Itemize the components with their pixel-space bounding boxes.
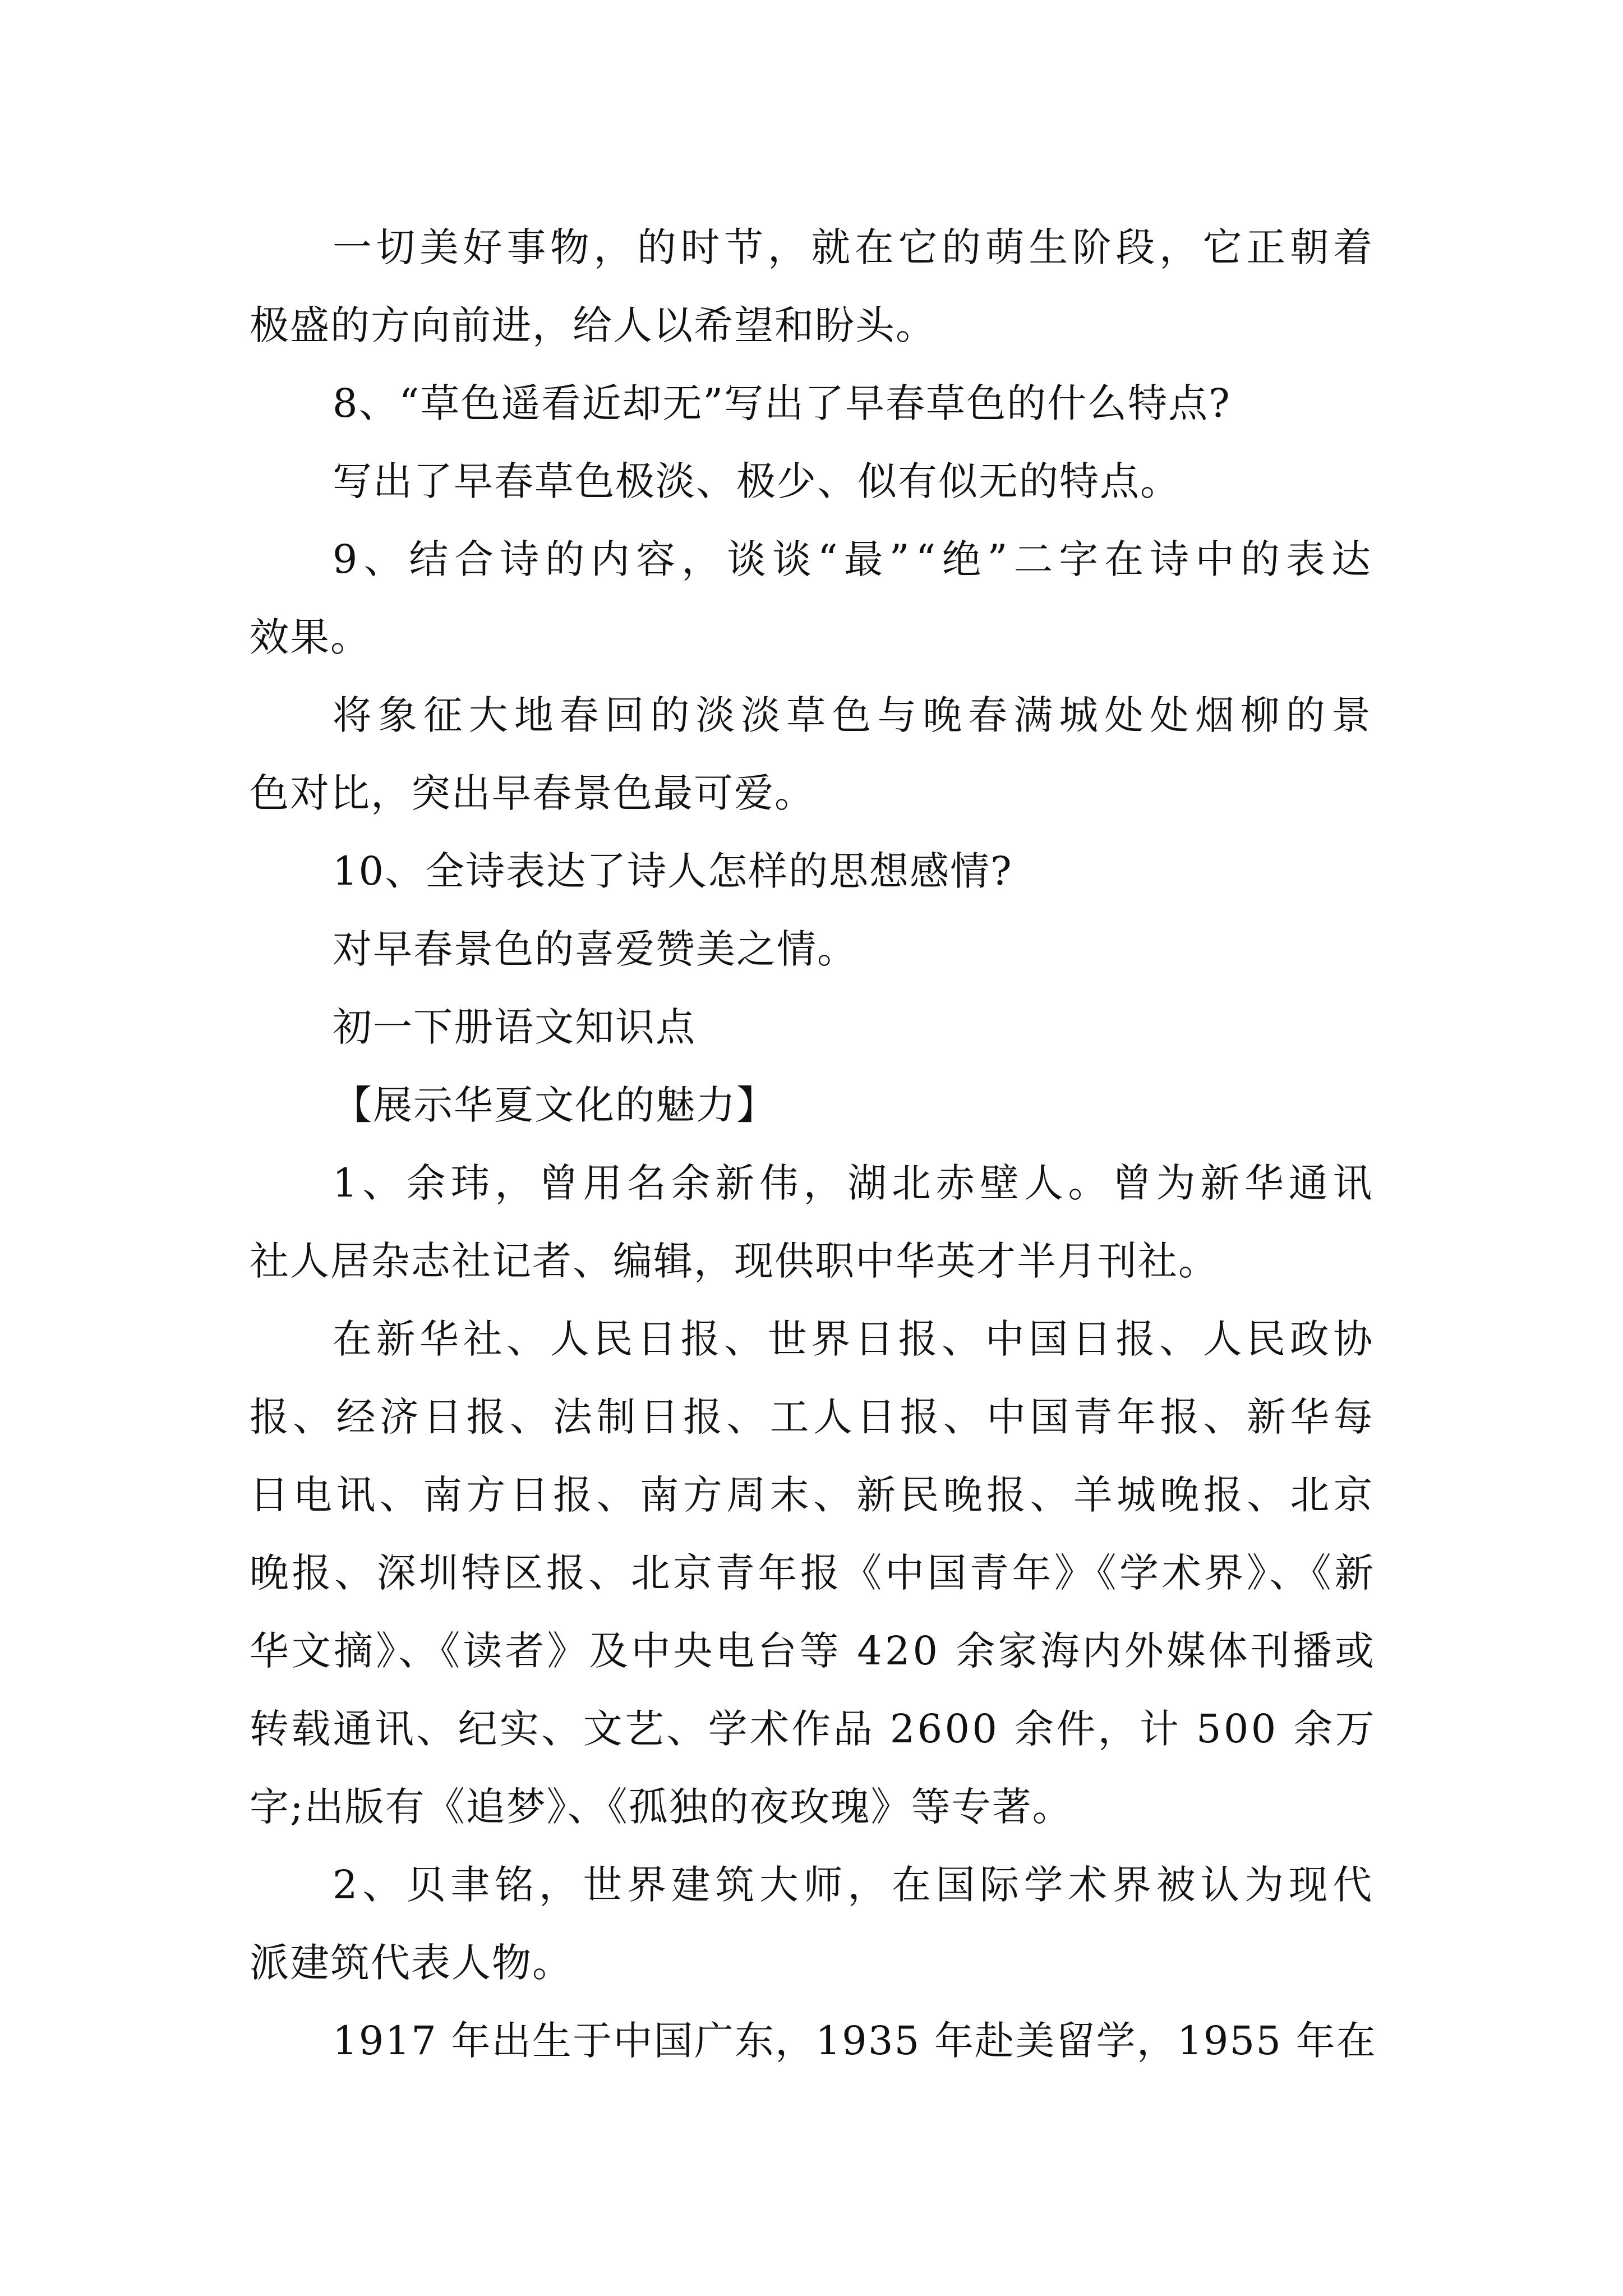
text-line-content: 2、贝聿铭，世界建筑大师，在国际学术界被认为现代 — [333, 1862, 1377, 1908]
text-line-content: 10、全诗表达了诗人怎样的思想感情? — [333, 848, 1013, 894]
text-line — [250, 599, 1377, 677]
text-line — [250, 1846, 1377, 1924]
text-line-content: 在新华社、人民日报、世界日报、中国日报、人民政协 — [333, 1316, 1377, 1362]
text-line-content: 派建筑代表人物。 — [250, 1940, 573, 1986]
text-line — [250, 2002, 1377, 2080]
text-line-content: 一切美好事物，的时节，就在它的萌生阶段，它正朝着 — [333, 224, 1377, 270]
text-line — [250, 365, 1377, 443]
text-line — [250, 1768, 1377, 1846]
text-line-content: 将象征大地春回的淡淡草色与晚春满城处处烟柳的景 — [333, 692, 1377, 738]
text-line — [250, 832, 1377, 910]
text-line — [250, 1534, 1377, 1612]
text-line-content: 初一下册语文知识点 — [333, 1004, 696, 1050]
text-line-content: 8、“草色遥看近却无”写出了早春草色的什么特点? — [333, 380, 1231, 426]
text-line — [250, 521, 1377, 599]
text-line-content: 日电讯、南方日报、南方周末、新民晚报、羊城晚报、北京 — [250, 1472, 1377, 1518]
text-line — [250, 677, 1377, 754]
text-line-content: 对早春景色的喜爱赞美之情。 — [333, 926, 857, 972]
text-line-content: 1、余玮，曾用名余新伟，湖北赤壁人。曾为新华通讯 — [333, 1160, 1377, 1206]
text-line-content: 色对比，突出早春景色最可爱。 — [250, 770, 815, 816]
text-line-content: 社人居杂志社记者、编辑，现供职中华英才半月刊社。 — [250, 1238, 1219, 1284]
text-line — [250, 754, 1377, 832]
text-line — [250, 1456, 1377, 1534]
text-line-content: 9、结合诗的内容，谈谈“最”“绝”二字在诗中的表达 — [333, 536, 1377, 582]
text-line — [250, 1222, 1377, 1300]
text-line — [250, 1144, 1377, 1222]
text-line-content: 转载通讯、纪实、文艺、学术作品 2600 余件，计 500 余万 — [250, 1706, 1377, 1752]
text-line-content: 报、经济日报、法制日报、工人日报、中国青年报、新华每 — [250, 1394, 1377, 1440]
text-line-content: 字;出版有《追梦》、《孤独的夜玫瑰》等专著。 — [250, 1784, 1073, 1830]
text-line — [250, 209, 1377, 287]
text-line-content: 1917 年出生于中国广东，1935 年赴美留学，1955 年在 — [333, 2018, 1377, 2064]
text-line-content: 【展示华夏文化的魅力】 — [333, 1082, 777, 1128]
text-line — [250, 287, 1377, 365]
text-line — [250, 443, 1377, 521]
text-line — [250, 1378, 1377, 1456]
text-line-content: 晚报、深圳特区报、北京青年报《中国青年》《学术界》、《新 — [250, 1550, 1377, 1596]
text-line-content: 极盛的方向前进，给人以希望和盼头。 — [250, 302, 936, 348]
text-line — [250, 1612, 1377, 1690]
text-line-content: 写出了早春草色极淡、极少、似有似无的特点。 — [333, 458, 1181, 504]
section-heading — [250, 988, 1377, 1066]
text-line — [250, 1300, 1377, 1378]
section-subheading — [250, 1066, 1377, 1144]
text-line — [250, 1690, 1377, 1768]
text-line-content: 效果。 — [250, 614, 371, 660]
text-line-content: 华文摘》、《读者》及中央电台等 420 余家海内外媒体刊播或 — [250, 1628, 1377, 1674]
text-line — [250, 1924, 1377, 2002]
document-body — [250, 209, 1377, 2080]
text-line — [250, 910, 1377, 988]
